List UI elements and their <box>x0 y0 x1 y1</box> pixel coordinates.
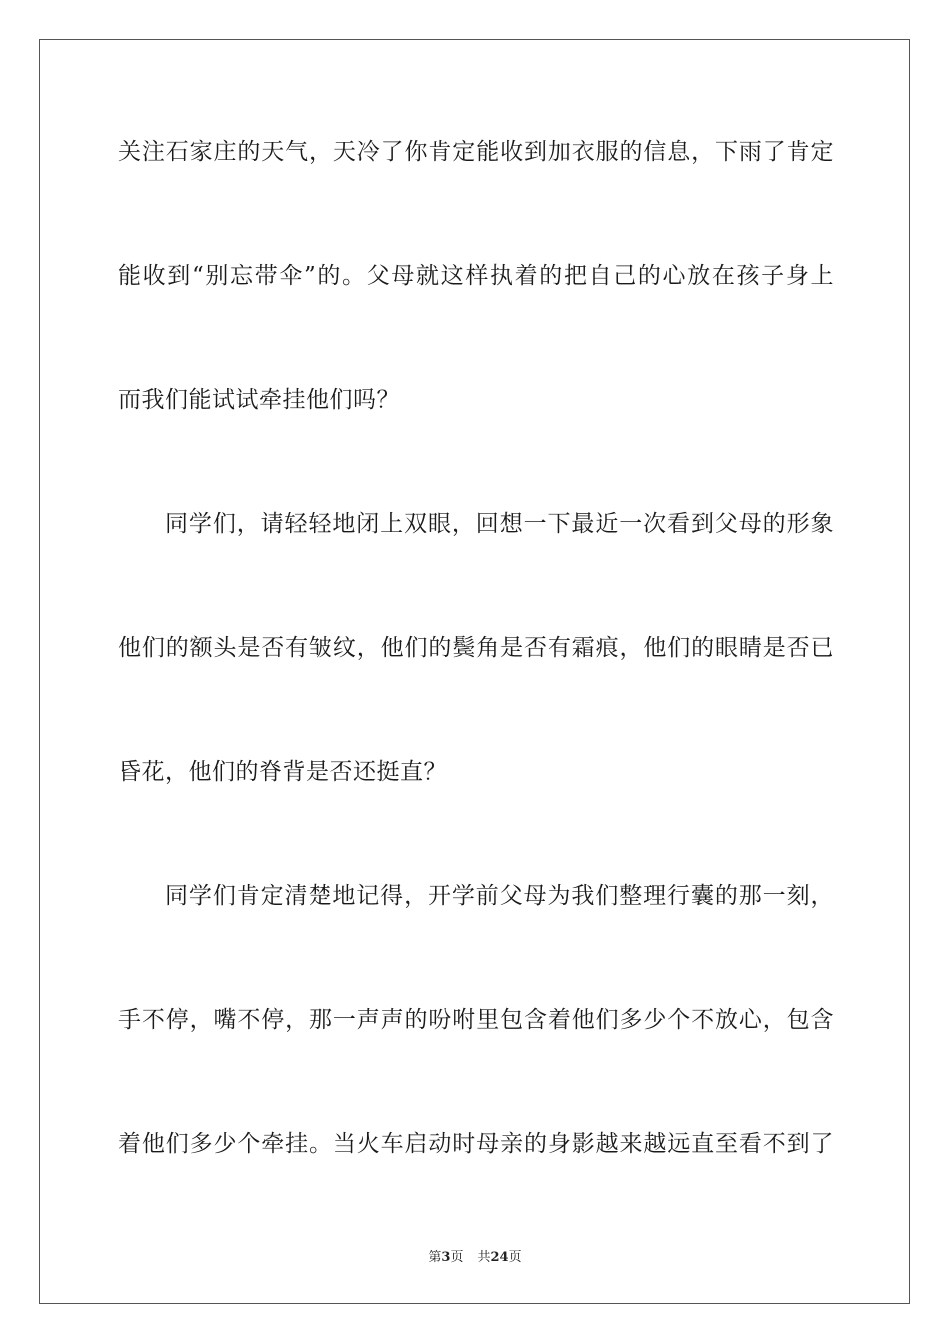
paragraph-line: 他们的额头是否有皱纹，他们的鬓角是否有霜痕，他们的眼睛是否已 <box>118 635 834 661</box>
total-pages-suffix: 页 <box>508 1250 522 1265</box>
paragraph-line: 昏花，他们的脊背是否还挺直？ <box>118 759 447 785</box>
paragraph-line: 同学们，请轻轻地闭上双眼，回想一下最近一次看到父母的形象 <box>165 511 834 537</box>
page-border <box>39 39 910 1304</box>
total-pages-prefix: 共 <box>477 1250 491 1265</box>
page-number-suffix: 页 <box>450 1250 464 1265</box>
page-footer <box>0 1246 950 1265</box>
paragraph-line: 关注石家庄的天气，天冷了你肯定能收到加衣服的信息，下雨了肯定 <box>118 139 834 165</box>
paragraph-line: 能收到“别忘带伞”的。父母就这样执着的把自己的心放在孩子身上 <box>118 263 834 289</box>
total-pages: 24 <box>490 1250 509 1265</box>
page-number-prefix: 第 <box>428 1250 442 1265</box>
paragraph-line: 同学们肯定清楚地记得，开学前父母为我们整理行囊的那一刻， <box>165 883 834 909</box>
page-number: 3 <box>441 1250 451 1265</box>
paragraph-line: 着他们多少个牵挂。当火车启动时母亲的身影越来越远直至看不到了 <box>118 1131 834 1157</box>
paragraph-line: 手不停，嘴不停，那一声声的吩咐里包含着他们多少个不放心，包含 <box>118 1007 834 1033</box>
paragraph-line: 而我们能试试牵挂他们吗？ <box>118 387 400 413</box>
